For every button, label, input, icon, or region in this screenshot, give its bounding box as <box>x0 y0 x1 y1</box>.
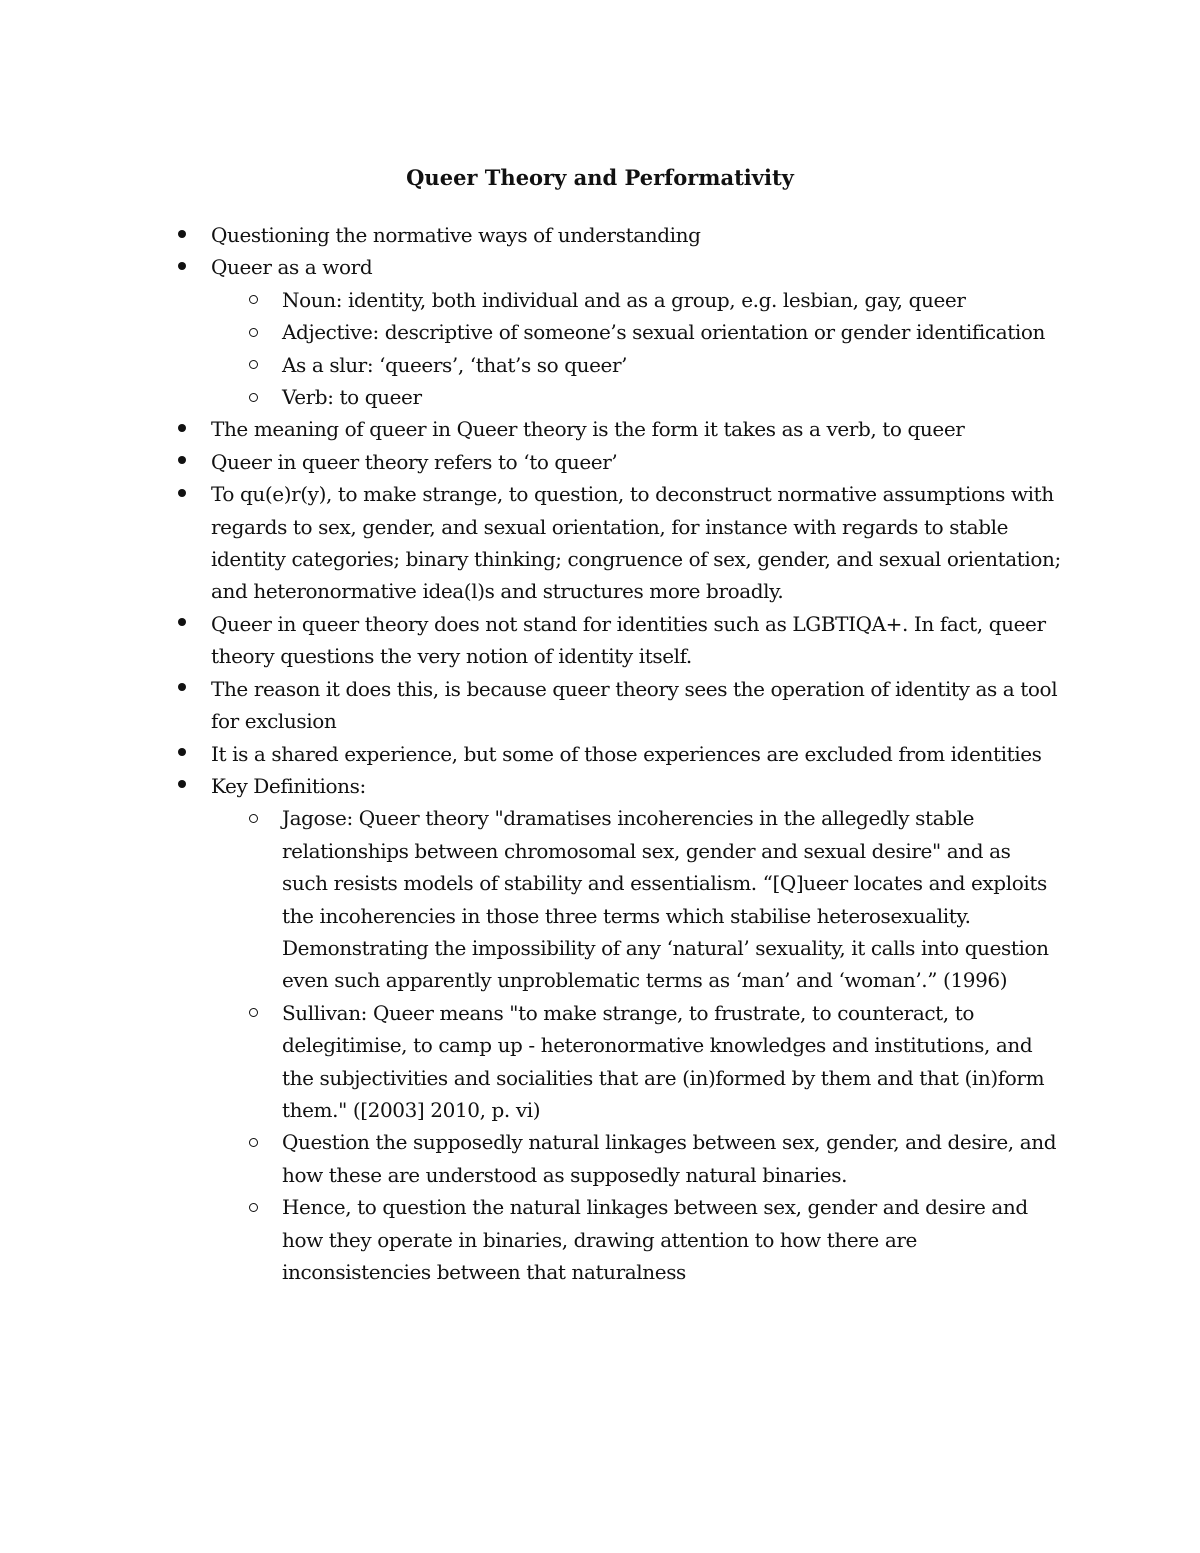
list-item-text: Queer as a word <box>211 255 373 280</box>
list-item <box>211 219 1061 251</box>
list-item <box>211 608 1061 673</box>
filled-bullet-icon <box>178 478 186 510</box>
list-item <box>211 673 1061 738</box>
list-item <box>211 738 1061 770</box>
hollow-bullet-icon <box>249 284 258 316</box>
list-subitem <box>282 381 1062 413</box>
hollow-bullet-icon <box>249 381 258 413</box>
filled-bullet-icon <box>178 446 186 478</box>
list-subitem <box>282 1126 1062 1191</box>
filled-bullet-icon <box>178 673 186 705</box>
list-item <box>211 446 1061 478</box>
filled-bullet-icon <box>178 251 186 283</box>
list-subitem-text: Noun: identity, both individual and as a group, e.g. lesbian, gay, queer <box>282 287 966 312</box>
list-item <box>211 251 1061 283</box>
list-item-text: Questioning the normative ways of understanding <box>211 223 701 247</box>
list-subitem <box>282 802 1062 996</box>
page-title: Queer Theory and Performativity <box>406 165 794 190</box>
list-item-text: Queer in queer theory does not stand for identities such as LGBTIQA+. In fact, queer theory questions the very notion of identity itself. <box>211 611 1046 669</box>
list-subitem-text: Question the supposedly natural linkages between sex, gender, and desire, and how these are understood as supposedly natural binaries. <box>282 1130 1057 1187</box>
list-subitem-text: Adjective: descriptive of someone’s sexual orientation or gender identification <box>282 320 1045 345</box>
list-item <box>211 770 1061 802</box>
list-item-text: Queer in queer theory refers to ‘to queer’ <box>211 449 618 474</box>
filled-bullet-icon <box>178 770 186 802</box>
list-subitem-text: Jagose: Queer theory "dramatises incoherencies in the allegedly stable relationships between chromosomal sex, gender and sexual desire" and as such resists models of stability and essentialism. “[Q]ueer locates and exploits the incoherencies in those three terms which stabilise heterosexuality. Demonstrating the impossibility of any ‘natural’ sexuality, it calls into question even such apparently unproblematic terms as ‘man’ and ‘woman’.” (1996) <box>282 806 1049 993</box>
list-subitem-text: Sullivan: Queer means "to make strange, to frustrate, to counteract, to delegitimise, to camp up - heteronormative knowledges and institutions, and the subjectivities and socialities that are (in)formed by them and that (in)form them." ([2003] 2010, p. vi) <box>282 1000 1045 1122</box>
list-item-text: Key Definitions: <box>211 773 366 798</box>
list-item <box>211 478 1061 608</box>
filled-bullet-icon <box>178 413 186 445</box>
list-item <box>211 413 1061 445</box>
hollow-bullet-icon <box>249 349 258 381</box>
filled-bullet-icon <box>178 738 186 770</box>
hollow-bullet-icon <box>249 802 258 834</box>
list-item-text: The meaning of queer in Queer theory is the form it takes as a verb, to queer <box>211 417 965 442</box>
hollow-bullet-icon <box>249 997 258 1029</box>
list-subitem <box>282 316 1062 348</box>
list-subitem <box>282 1191 1062 1288</box>
list-item-text: It is a shared experience, but some of those experiences are excluded from identities <box>211 741 1042 766</box>
filled-bullet-icon <box>178 219 186 251</box>
list-subitem-text: As a slur: ‘queers’, ‘that’s so queer’ <box>282 352 628 377</box>
filled-bullet-icon <box>178 608 186 640</box>
notes-list <box>0 219 1200 1288</box>
hollow-bullet-icon <box>249 1126 258 1158</box>
list-subitem-text: Verb: to queer <box>282 385 422 410</box>
list-subitem <box>282 349 1062 381</box>
list-subitem-text: Hence, to question the natural linkages between sex, gender and desire and how they operate in binaries, drawing attention to how there are inconsistencies between that naturalness <box>282 1195 1028 1284</box>
list-item-text: The reason it does this, is because queer theory sees the operation of identity as a tool for exclusion <box>211 676 1058 734</box>
hollow-bullet-icon <box>249 316 258 348</box>
list-subitem <box>282 284 1062 316</box>
hollow-bullet-icon <box>249 1191 258 1223</box>
list-item-text: To qu(e)r(y), to make strange, to question, to deconstruct normative assumptions with regards to sex, gender, and sexual orientation, for instance with regards to stable identity categories; binary thinking; congruence of sex, gender, and sexual orientation; and heteronormative idea(l)s and structures more broadly. <box>211 482 1061 604</box>
list-subitem <box>282 997 1062 1127</box>
